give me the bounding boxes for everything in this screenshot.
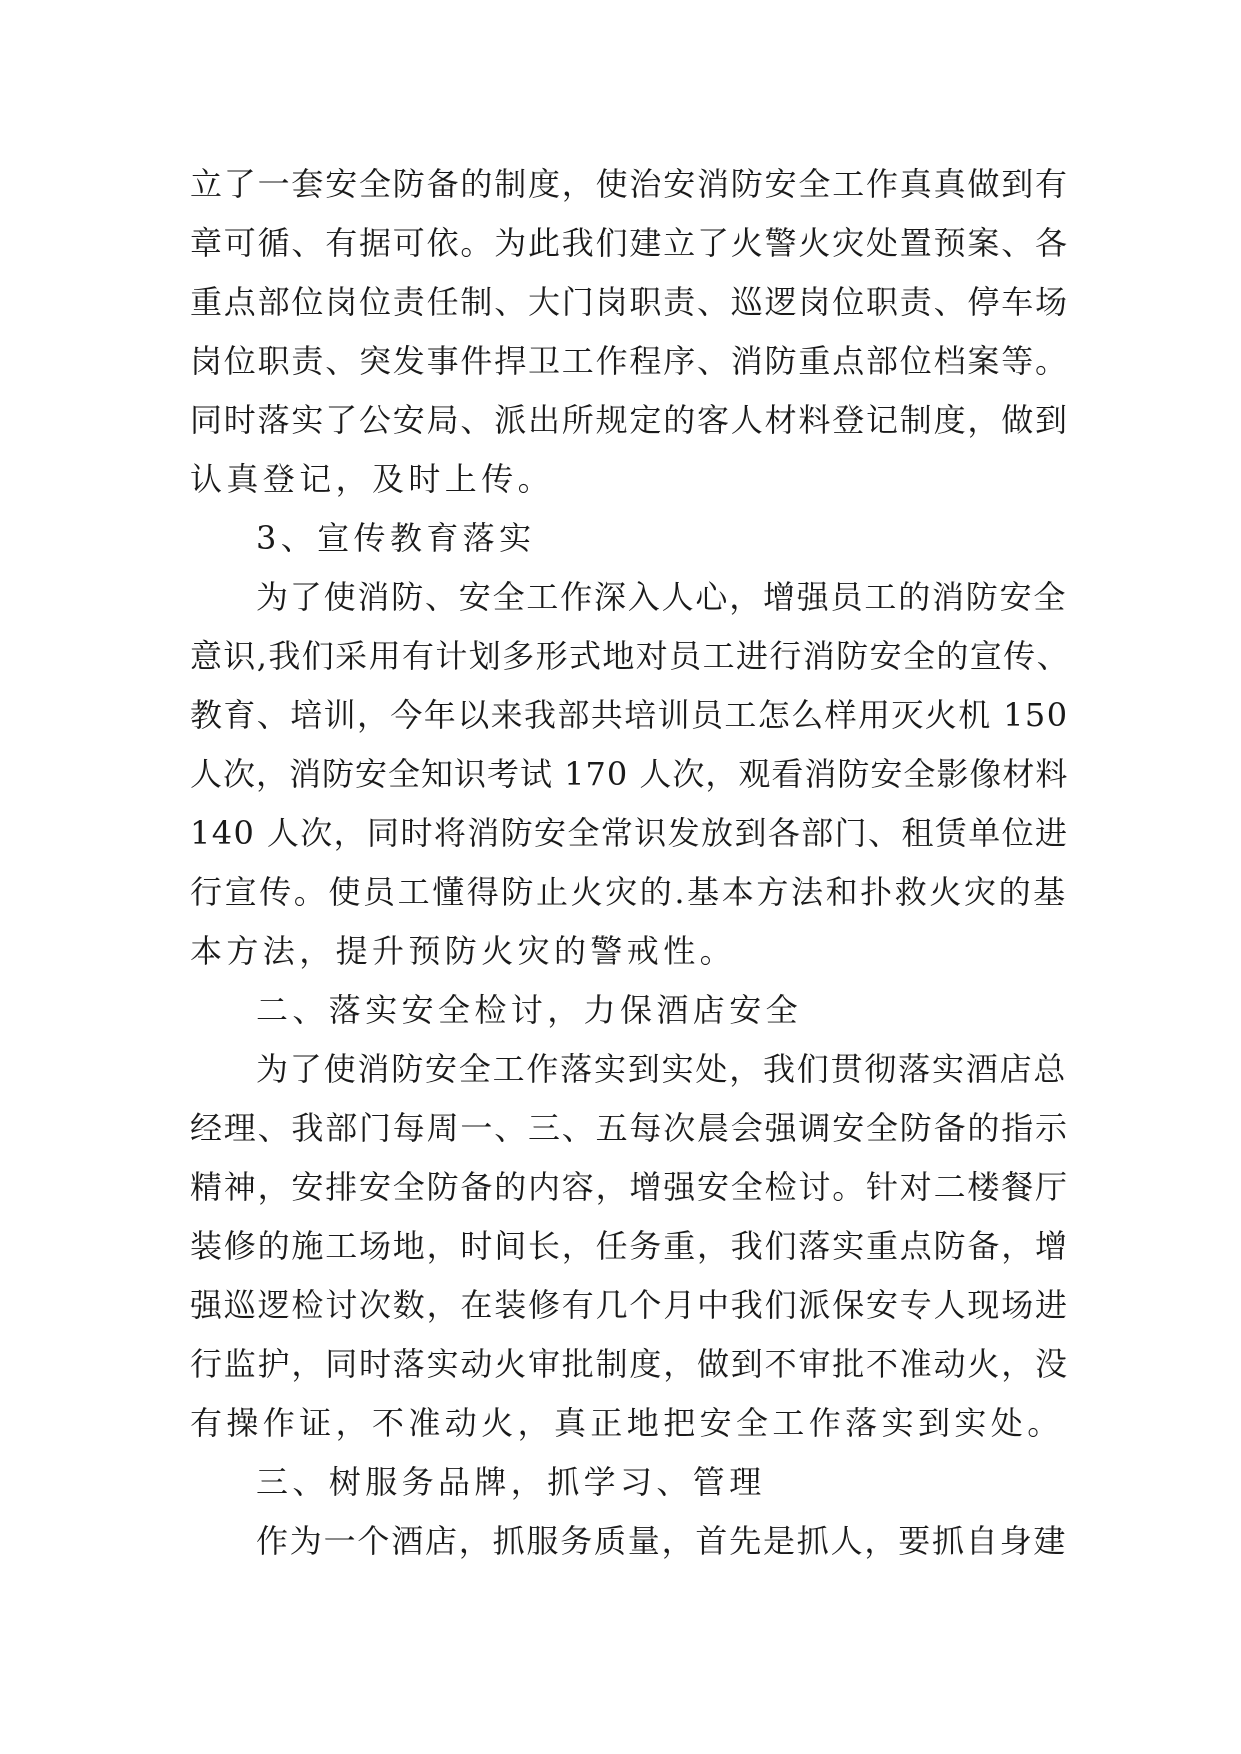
text-line: 强巡逻检讨次数，在装修有几个月中我们派保安专人现场进 [190, 1286, 1069, 1324]
text-line: 三、树服务品牌，抓学习、管理 [256, 1463, 766, 1501]
text-line: 行宣传。使员工懂得防止火灾的.基本方法和扑救火灾的基 [190, 873, 1068, 911]
text-line: 立了一套安全防备的制度，使治安消防安全工作真真做到有 [190, 165, 1069, 203]
text-line: 同时落实了公安局、派出所规定的客人材料登记制度，做到 [190, 401, 1069, 439]
text-line: 3、宣传教育落实 [256, 519, 536, 557]
document-body [190, 155, 1070, 1571]
text-line: 教育、培训，今年以来我部共培训员工怎么样用灭火机 150 [190, 696, 1069, 734]
text-line: 140 人次，同时将消防安全常识发放到各部门、租赁单位进 [190, 814, 1069, 852]
text-line: 人次，消防安全知识考试 170 人次，观看消防安全影像材料 [190, 755, 1069, 793]
text-line: 行监护，同时落实动火审批制度，做到不审批不准动火，没 [190, 1345, 1069, 1383]
text-line: 有操作证，不准动火，真正地把安全工作落实到实处。 [190, 1404, 1064, 1442]
text-line: 精神，安排安全防备的内容，增强安全检讨。针对二楼餐厅 [190, 1168, 1069, 1206]
text-line: 作为一个酒店，抓服务质量，首先是抓人，要抓自身建 [256, 1522, 1068, 1560]
text-line: 岗位职责、突发事件捍卫工作程序、消防重点部位档案等。 [190, 342, 1069, 380]
text-line: 认真登记，及时上传。 [190, 460, 555, 498]
text-line: 经理、我部门每周一、三、五每次晨会强调安全防备的指示 [190, 1109, 1069, 1147]
text-line: 二、落实安全检讨，力保酒店安全 [256, 991, 803, 1029]
text-line: 为了使消防、安全工作深入人心，增强员工的消防安全 [256, 578, 1068, 616]
text-line: 为了使消防安全工作落实到实处，我们贯彻落实酒店总 [256, 1050, 1068, 1088]
text-line: 重点部位岗位责任制、大门岗职责、巡逻岗位职责、停车场 [190, 283, 1069, 321]
text-line: 章可循、有据可依。为此我们建立了火警火灾处置预案、各 [190, 224, 1069, 262]
text-line: 意识,我们采用有计划多形式地对员工进行消防安全的宣传、 [190, 637, 1070, 675]
text-line: 本方法，提升预防火灾的警戒性。 [190, 932, 737, 970]
text-line: 装修的施工场地，时间长，任务重，我们落实重点防备，增 [190, 1227, 1069, 1265]
